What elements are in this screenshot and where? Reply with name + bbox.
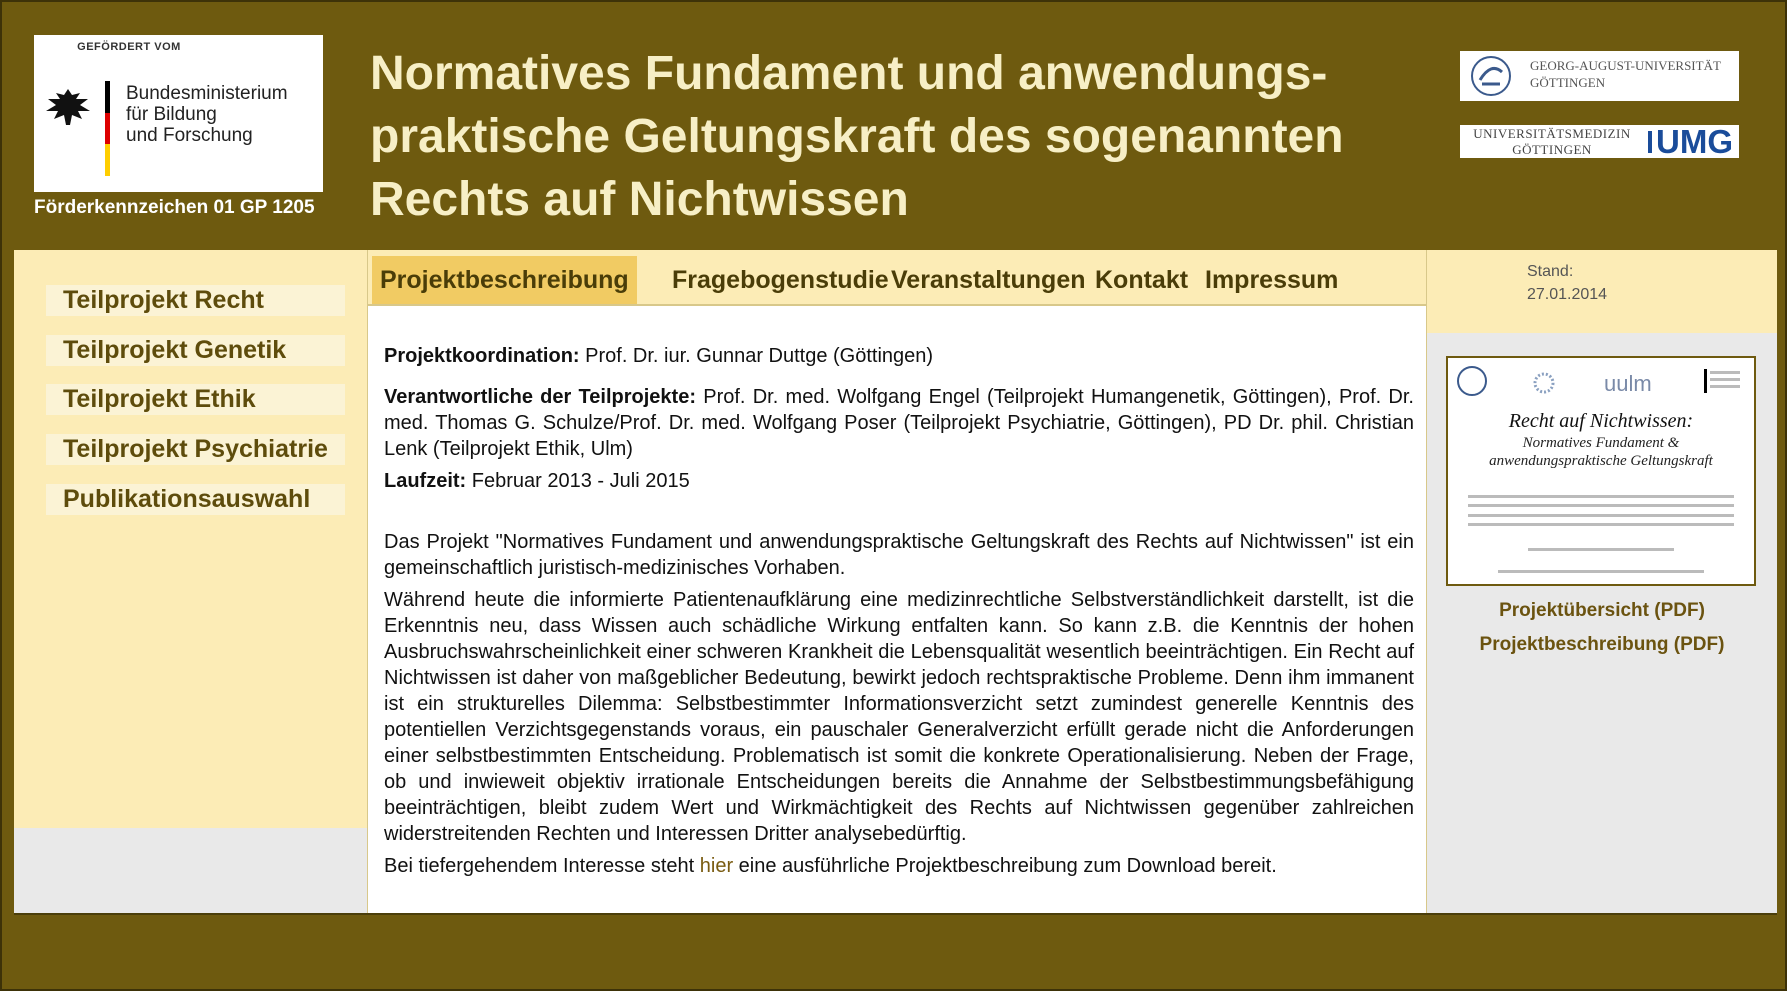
sidebar-item-genetik[interactable]: Teilprojekt Genetik [46, 335, 345, 366]
right-sidebar-header [1427, 250, 1777, 333]
goettingen-emblem-icon [1468, 54, 1514, 98]
funding-code: Förderkennzeichen 01 GP 1205 [34, 197, 315, 218]
german-flag-bar [105, 81, 110, 176]
left-sidebar [14, 250, 367, 828]
flyer-title: Recht auf Nichtwissen: [1508, 410, 1694, 432]
left-sidebar-footer [14, 828, 367, 913]
stand-date: 27.01.2014 [1527, 286, 1608, 303]
coordination-value: Prof. Dr. iur. Gunnar Duttge (Göttingen) [579, 345, 934, 367]
responsibles-value: Prof. Dr. med. Wolfgang Engel (Teilprojekt Humangenetik, Göttingen), Prof. Dr. med. Thomas G. Schulze/Prof. Dr. med. Wolfgang Poser (Teilprojekt Psychiatrie, Göttingen), PD Dr. phil. Christian Lenk (Teilprojekt Ethik, Ulm) [384, 386, 1414, 460]
sidebar-item-psychiatrie[interactable]: Teilprojekt Psychiatrie [46, 434, 345, 465]
description-paragraph: Während heute die informierte Patientenaufklärung eine medizinrechtliche Selbstverständlichkeit darstellt, ist die Erkenntnis neu, dass Wissen auch schädliche Wirkung entfalten kann. So kann z.B. die Kenntnis der hohen Ausbruchswahrscheinlichkeit einer schweren Krankheit die Lebensqualität wesentlich beeinträchtigen. Ein Recht auf Nichtwissen ist daher von maßgeblicher Bedeutung, bewirkt jedoch rechtspraktische Probleme. Denn ihm immanent ist ein strukturelles Dilemma: Selbstbestimmter Informationsverzicht setzt zumindest generelle Kenntnis des potentiellen Verzichtsgegenstands voraus, ein pauschaler Generalverzicht erfüllt gerade nicht die Anforderungen einer selbstbestimmten Entscheidung. Problematisch ist somit die konkrete Operationalisierung. Neben der Frage, ob und inwieweit objektiv irrationale Entscheidungen bereits die Annahme der Selbstbestimmungsbefähigung beeinträchtigen, bleibt zudem Wert und Wirkmächtigkeit des Rechts auf Nichtwissen gegenüber zahlreichen widerstreitenden Rechten und Interessen Dritter analysebedürftig. [384, 589, 1414, 845]
coordination-line [384, 343, 1414, 369]
tab-fragebogenstudie[interactable]: Fragebogenstudie [672, 266, 889, 294]
sidebar-item-ethik[interactable]: Teilprojekt Ethik [46, 384, 345, 415]
sidebar-item-recht[interactable]: Teilprojekt Recht [46, 285, 345, 316]
flyer-text-line [1468, 514, 1734, 517]
umg-logo[interactable] [1460, 125, 1739, 158]
flyer-goettingen-icon [1458, 367, 1486, 395]
intro-paragraph: Das Projekt "Normatives Fundament und anwendungspraktische Geltungskraft des Rechts auf Nichtwissen" ist ein gemeinschaftlich juristisch-medizinisches Vorhaben. [384, 531, 1414, 579]
page-title: Normatives Fundament und anwendungs- praktische Geltungskraft des sogenannten Rechts auf Nichtwissen [370, 47, 1344, 226]
right-sidebar [1427, 250, 1777, 913]
download-link[interactable]: hier [699, 855, 734, 877]
sidebar-item-publikationen[interactable]: Publikationsauswahl [46, 484, 345, 515]
tab-projektbeschreibung[interactable]: Projektbeschreibung [372, 256, 637, 304]
projektuebersicht-pdf-link[interactable]: Projektübersicht (PDF) [1499, 600, 1705, 621]
flyer-ulm-logo: uulm [1604, 371, 1652, 396]
goettingen-logo-text: GEORG-AUGUST-UNIVERSITÄT GÖTTINGEN [1530, 58, 1721, 90]
flyer-seal-icon [1535, 374, 1553, 392]
goettingen-university-logo[interactable] [1460, 51, 1739, 101]
flyer-text-line [1468, 523, 1734, 526]
umg-logo-text: UNIVERSITÄTSMEDIZIN GÖTTINGEN [1473, 126, 1631, 157]
top-navigation [368, 250, 1426, 306]
bmbf-logo[interactable] [34, 35, 323, 192]
runtime-line [384, 468, 1414, 494]
sponsor-small-text: GEFÖRDERT VOM [77, 41, 181, 53]
tab-veranstaltungen[interactable]: Veranstaltungen [891, 266, 1086, 294]
ministry-name: Bundesministerium für Bildung und Forschung [126, 83, 288, 146]
article [384, 343, 1414, 879]
footer-bar [14, 913, 1777, 983]
federal-eagle-icon [42, 85, 94, 129]
flyer-text-line [1528, 548, 1674, 551]
flyer-text-line [1468, 495, 1734, 498]
main-content [367, 250, 1427, 913]
umg-wordmark: UMG [1656, 123, 1733, 160]
download-paragraph: Bei tiefergehendem Interesse steht hier eine ausführliche Projektbeschreibung zum Download bereit. [384, 855, 1277, 877]
responsibles-label: Verantwortliche der Teilprojekte: [384, 386, 696, 408]
flyer-flag-icon [1704, 369, 1707, 393]
flyer-text-line [1468, 504, 1734, 507]
responsibles-line [384, 384, 1414, 462]
tab-impressum[interactable]: Impressum [1205, 266, 1339, 294]
umg-logo-divider [1648, 131, 1652, 153]
runtime-value: Februar 2013 - Juli 2015 [466, 470, 690, 492]
coordination-label: Projektkoordination: [384, 345, 580, 367]
flyer-logos [1454, 363, 1748, 405]
runtime-label: Laufzeit: [384, 470, 467, 492]
tab-kontakt[interactable]: Kontakt [1095, 266, 1189, 294]
projektbeschreibung-pdf-link[interactable]: Projektbeschreibung (PDF) [1479, 634, 1725, 655]
last-updated [1527, 260, 1607, 306]
project-flyer-thumbnail[interactable] [1446, 356, 1756, 586]
flyer-text-line [1498, 570, 1704, 573]
stand-label: Stand: [1527, 263, 1574, 280]
flyer-subtitle: Normatives Fundament & anwendungspraktische Geltungskraft [1489, 435, 1713, 469]
